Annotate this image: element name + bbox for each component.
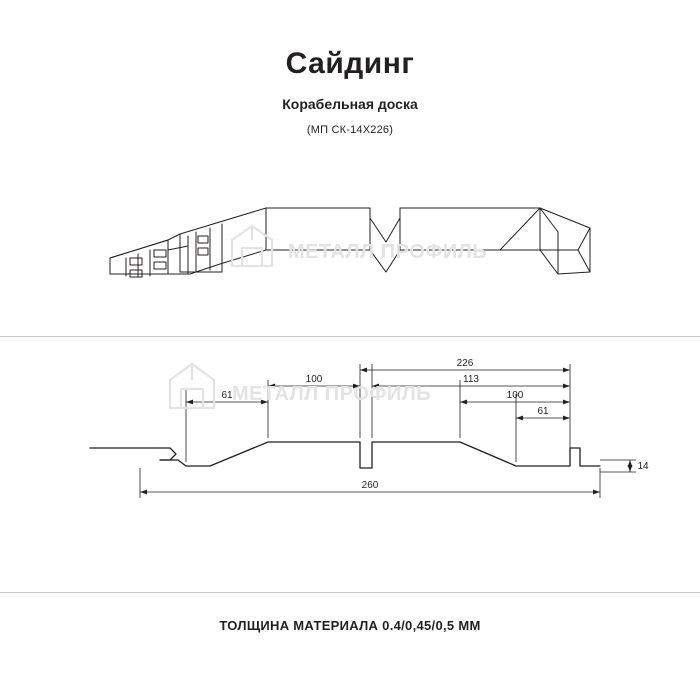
watermark-text: МЕТАЛЛ ПРОФИЛЬ bbox=[232, 383, 432, 405]
dim-14: 14 bbox=[637, 461, 649, 472]
section-drawing bbox=[60, 350, 650, 530]
product-subtitle: Корабельная доска bbox=[282, 96, 418, 112]
watermark-text: МЕТАЛЛ ПРОФИЛЬ bbox=[288, 241, 488, 263]
dim-61-right: 61 bbox=[537, 406, 549, 417]
dim-226: 226 bbox=[456, 358, 474, 369]
dim-61-left: 61 bbox=[221, 390, 233, 401]
divider-top bbox=[0, 336, 700, 337]
header bbox=[0, 46, 700, 138]
isometric-drawing bbox=[70, 180, 630, 320]
divider-bottom bbox=[0, 592, 700, 593]
dim-100-left: 100 bbox=[305, 374, 323, 385]
page-title: Сайдинг bbox=[285, 47, 415, 80]
dim-260: 260 bbox=[361, 480, 379, 491]
dim-100-right: 100 bbox=[506, 390, 524, 401]
section-svg bbox=[60, 350, 650, 530]
product-code: (МП СК-14Х226) bbox=[306, 124, 394, 136]
isometric-svg bbox=[70, 180, 630, 320]
dim-113: 113 bbox=[463, 374, 479, 385]
thickness-note: ТОЛЩИНА МАТЕРИАЛА 0.4/0,45/0,5 ММ bbox=[219, 618, 481, 633]
